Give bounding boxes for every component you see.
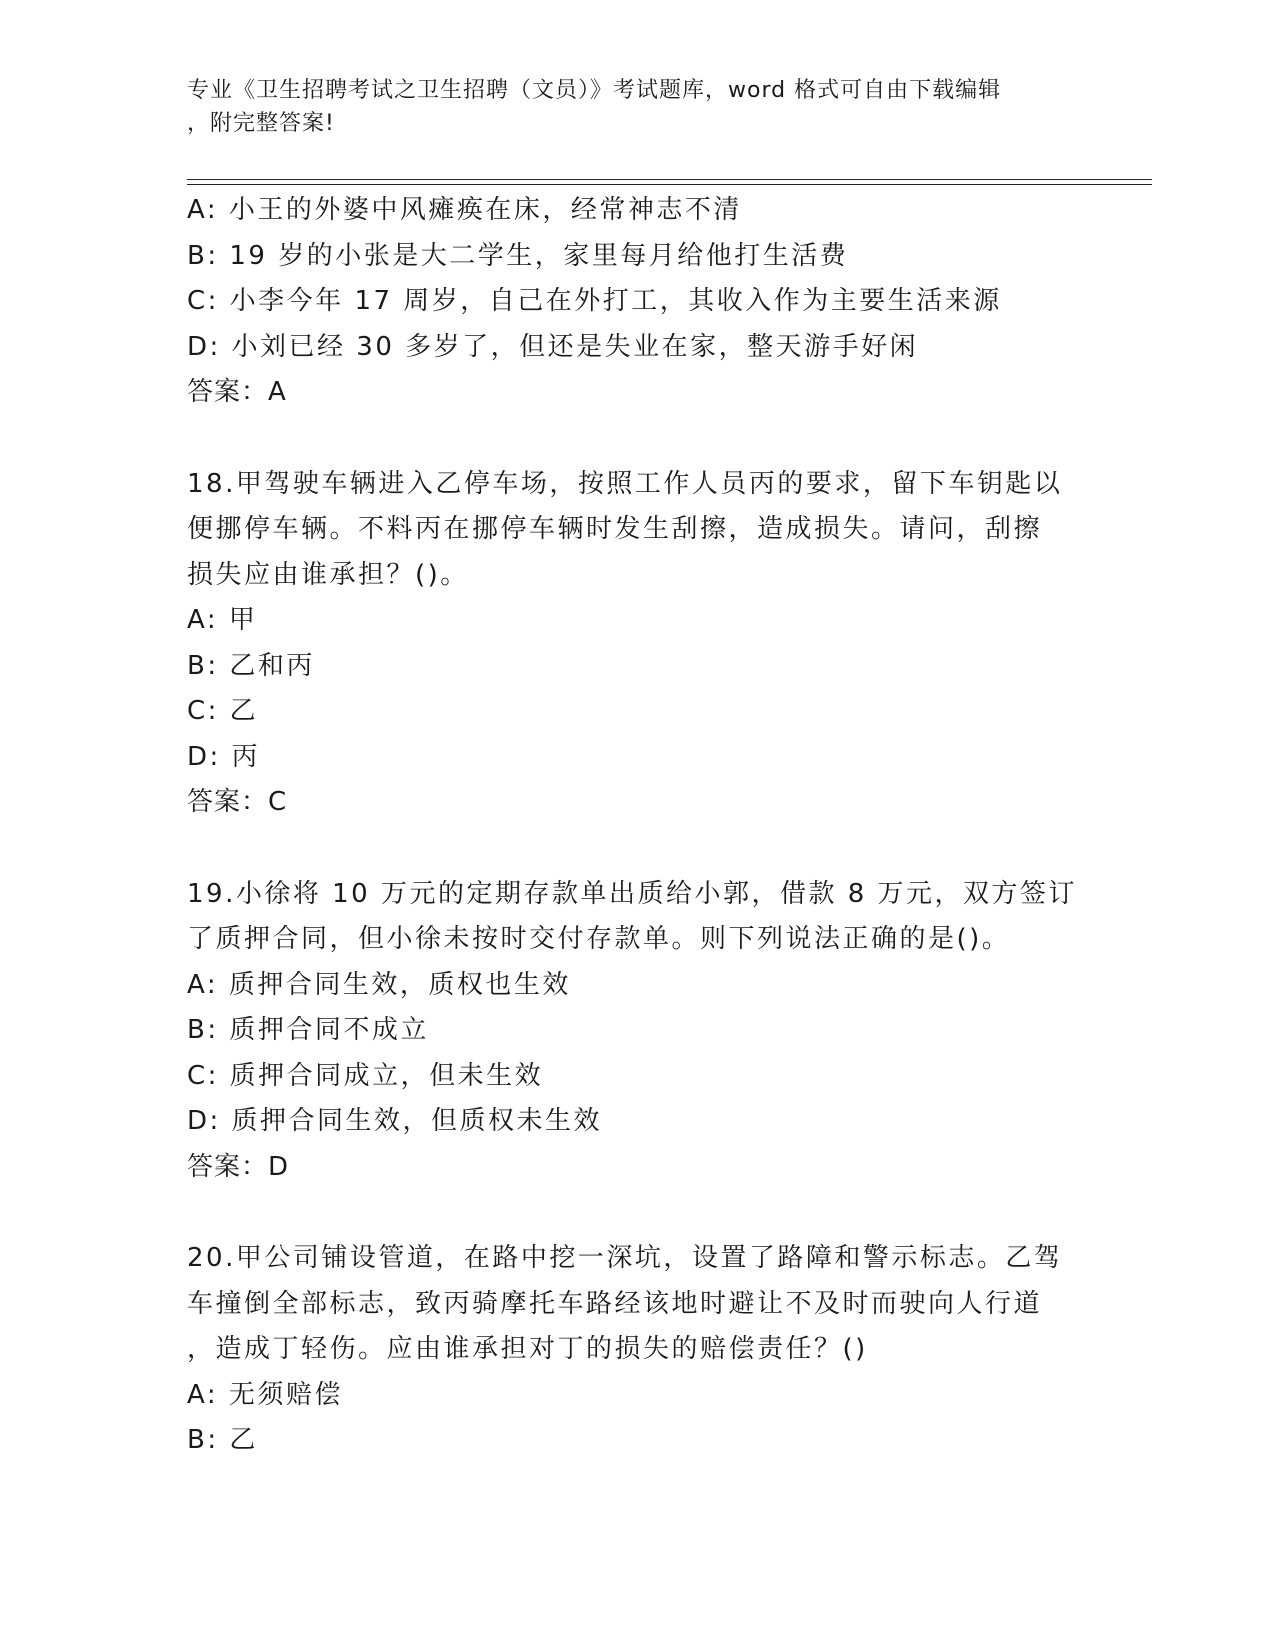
question-text-line-2: 车撞倒全部标志，致丙骑摩托车路经该地时避让不及时而驶向人行道 xyxy=(187,1288,1043,1319)
option-d: D: 质押合同生效，但质权未生效 xyxy=(187,1106,603,1136)
option-d: D: 小刘已经 30 多岁了，但还是失业在家，整天游手好闲 xyxy=(187,331,919,362)
question-text-line-2: 便挪停车辆。不料丙在挪停车辆时发生刮擦，造成损失。请问，刮擦 xyxy=(187,514,1043,544)
document-header xyxy=(187,74,1067,140)
header-divider-top xyxy=(187,179,1152,180)
option-b: B: 19 岁的小张是大二学生，家里每月给他打生活费 xyxy=(187,240,849,271)
answer: 答案：A xyxy=(187,377,287,407)
question-17 xyxy=(187,188,1087,416)
answer: 答案：C xyxy=(187,787,288,817)
option-b: B: 乙和丙 xyxy=(187,650,315,681)
option-a: A: 无须赔偿 xyxy=(187,1379,343,1410)
option-c: C: 质押合同成立，但未生效 xyxy=(187,1060,544,1091)
answer: 答案：D xyxy=(187,1151,290,1182)
option-a: A: 小王的外婆中风瘫痪在床，经常神志不清 xyxy=(187,195,742,225)
option-c: C: 乙 xyxy=(187,696,259,726)
header-line-1: 专业《卫生招聘考试之卫生招聘（文员）》考试题库，word 格式可自由下载编辑 xyxy=(187,78,1002,103)
question-18 xyxy=(187,462,1087,826)
header-divider-bottom xyxy=(187,184,1152,185)
header-line-2: ，附完整答案! xyxy=(187,111,335,136)
question-text-line-1: 18.甲驾驶车辆进入乙停车场，按照工作人员丙的要求，留下车钥匙以 xyxy=(187,468,1063,499)
question-20 xyxy=(187,1236,1087,1464)
question-text-line-1: 20.甲公司铺设管道，在路中挖一深坑，设置了路障和警示标志。乙驾 xyxy=(187,1243,1063,1273)
question-text-line-1: 19.小徐将 10 万元的定期存款单出质给小郭，借款 8 万元，双方签订 xyxy=(187,878,1078,909)
option-a: A: 质押合同生效，质权也生效 xyxy=(187,969,571,1000)
option-b: B: 质押合同不成立 xyxy=(187,1015,429,1045)
question-list xyxy=(187,188,1087,1464)
question-text-line-3: ，造成丁轻伤。应由谁承担对丁的损失的赔偿责任？() xyxy=(187,1334,868,1364)
question-text-line-3: 损失应由谁承担？()。 xyxy=(187,559,469,590)
option-d: D: 丙 xyxy=(187,741,261,772)
question-19 xyxy=(187,872,1087,1191)
question-text-line-2: 了质押合同，但小徐未按时交付存款单。则下列说法正确的是()。 xyxy=(187,924,1011,954)
option-b: B: 乙 xyxy=(187,1425,258,1455)
option-a: A: 甲 xyxy=(187,605,258,635)
option-c: C: 小李今年 17 周岁，自己在外打工，其收入作为主要生活来源 xyxy=(187,286,1002,316)
